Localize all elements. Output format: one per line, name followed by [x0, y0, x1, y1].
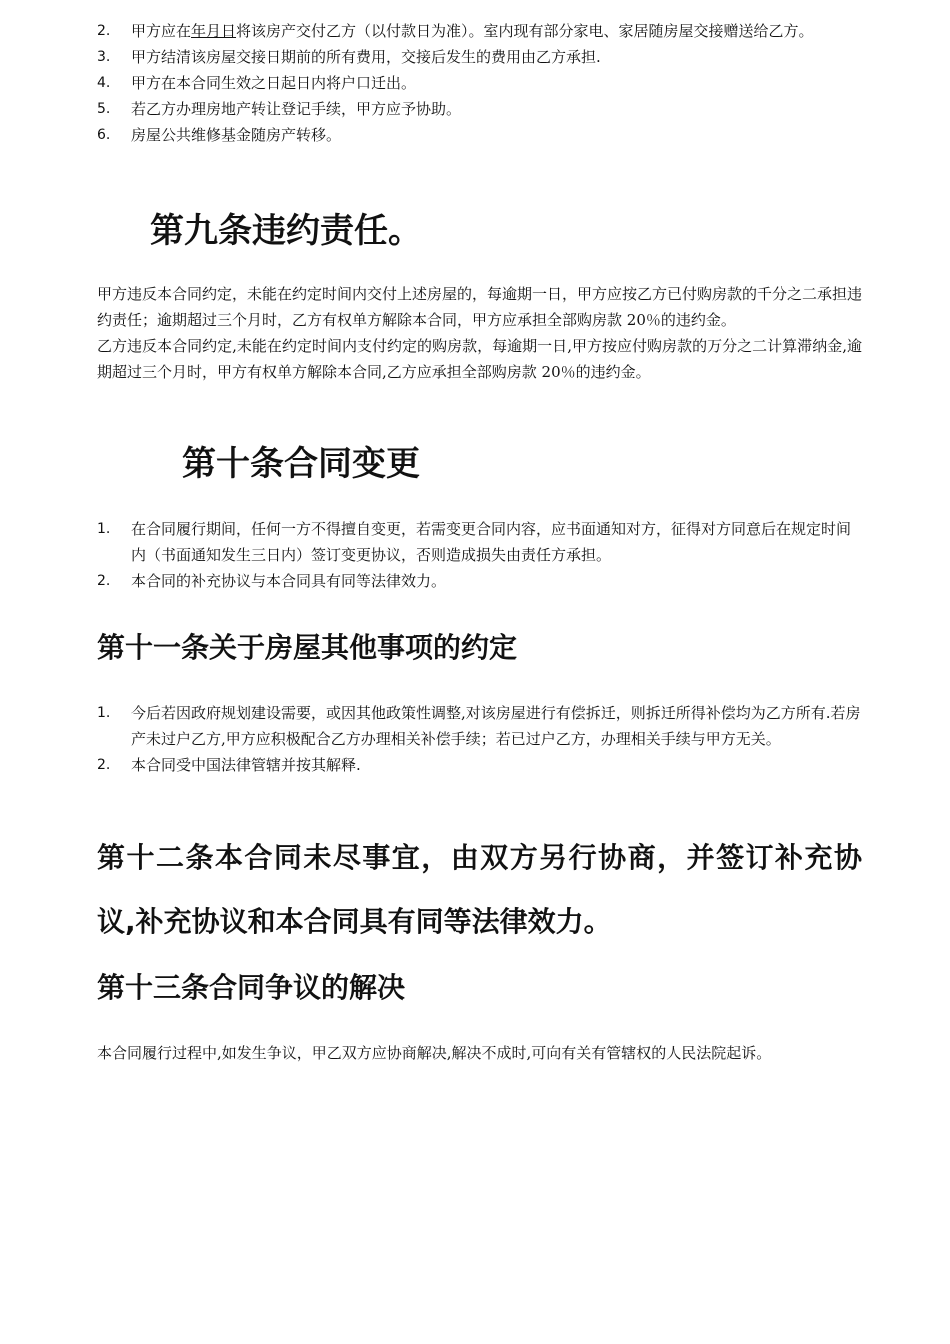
list-item [97, 122, 862, 148]
list-item [97, 516, 862, 568]
breach-paragraph-party-a: 甲方违反本合同约定，未能在约定时间内交付上述房屋的，每逾期一日，甲方应按乙方已付购房款的千分之二承担违约责任；逾期超过三个月时，乙方有权单方解除本合同，甲方应承担全部购房款 20％的违约金。 [97, 285, 863, 329]
list-number: 2. [97, 573, 111, 589]
list-text: 若乙方办理房地产转让登记手续，甲方应予协助。 [131, 100, 462, 118]
article-11-heading: 第十一条关于房屋其他事项的约定 [97, 631, 518, 664]
list-item [97, 568, 862, 594]
list-item [97, 96, 862, 122]
list-text: 本合同的补充协议与本合同具有同等法律效力。 [131, 572, 447, 590]
list-number: 2. [97, 757, 111, 773]
delivery-terms-list [97, 18, 862, 148]
list-text: 房屋公共维修基金随房产转移。 [131, 126, 342, 144]
list-item [97, 44, 862, 70]
article-12-heading: 第十二条本合同未尽事宜，由双方另行协商，并签订补充协议,补充协议和本合同具有同等法律效力。 [97, 841, 862, 938]
list-item [97, 700, 862, 752]
list-number: 3. [97, 49, 111, 65]
list-number: 1. [97, 521, 111, 537]
article-9-body [97, 281, 862, 385]
article-10-heading: 第十条合同变更 [182, 444, 420, 484]
article-9-heading: 第九条违约责任。 [150, 211, 422, 251]
list-number: 6. [97, 127, 111, 143]
article-13-heading: 第十三条合同争议的解决 [97, 971, 406, 1004]
other-matters-list [97, 700, 862, 778]
list-item [97, 70, 862, 96]
date-placeholder: 年月日 [191, 22, 237, 40]
list-number: 2. [97, 23, 111, 39]
list-number: 1. [97, 705, 111, 721]
dispute-resolution-paragraph: 本合同履行过程中,如发生争议，甲乙双方应协商解决,解决不成时,可向有关有管辖权的人民法院起诉。 [97, 1044, 772, 1062]
list-text: 本合同受中国法律管辖并按其解释. [131, 756, 361, 774]
list-text: 甲方结清该房屋交接日期前的所有费用，交接后发生的费用由乙方承担. [131, 48, 601, 66]
list-number: 5. [97, 101, 111, 117]
list-item [97, 18, 862, 44]
contract-change-list [97, 516, 862, 594]
list-text-suffix: 将该房产交付乙方（以付款日为准）。室内现有部分家电、家居随房屋交接赠送给乙方。 [236, 22, 814, 40]
list-number: 4. [97, 75, 111, 91]
breach-paragraph-party-b: 乙方违反本合同约定,未能在约定时间内支付约定的购房款，每逾期一日,甲方按应付购房款的万分之二计算滞纳金,逾期超过三个月时，甲方有权单方解除本合同,乙方应承担全部购房款 20％的违约金。 [97, 337, 862, 381]
list-text-prefix: 甲方应在 [131, 22, 192, 40]
list-item [97, 752, 862, 778]
list-text: 甲方在本合同生效之日起日内将户口迁出。 [131, 74, 417, 92]
list-text: 今后若因政府规划建设需要，或因其他政策性调整,对该房屋进行有偿拆迁，则拆迁所得补偿均为乙方所有.若房产未过户乙方,甲方应积极配合乙方办理相关补偿手续；若已过户乙方，办理相关手续与甲方无关。 [131, 704, 861, 748]
list-text: 在合同履行期间，任何一方不得擅自变更，若需变更合同内容，应书面通知对方，征得对方同意后在规定时间内（书面通知发生三日内）签订变更协议，否则造成损失由责任方承担。 [131, 520, 852, 564]
